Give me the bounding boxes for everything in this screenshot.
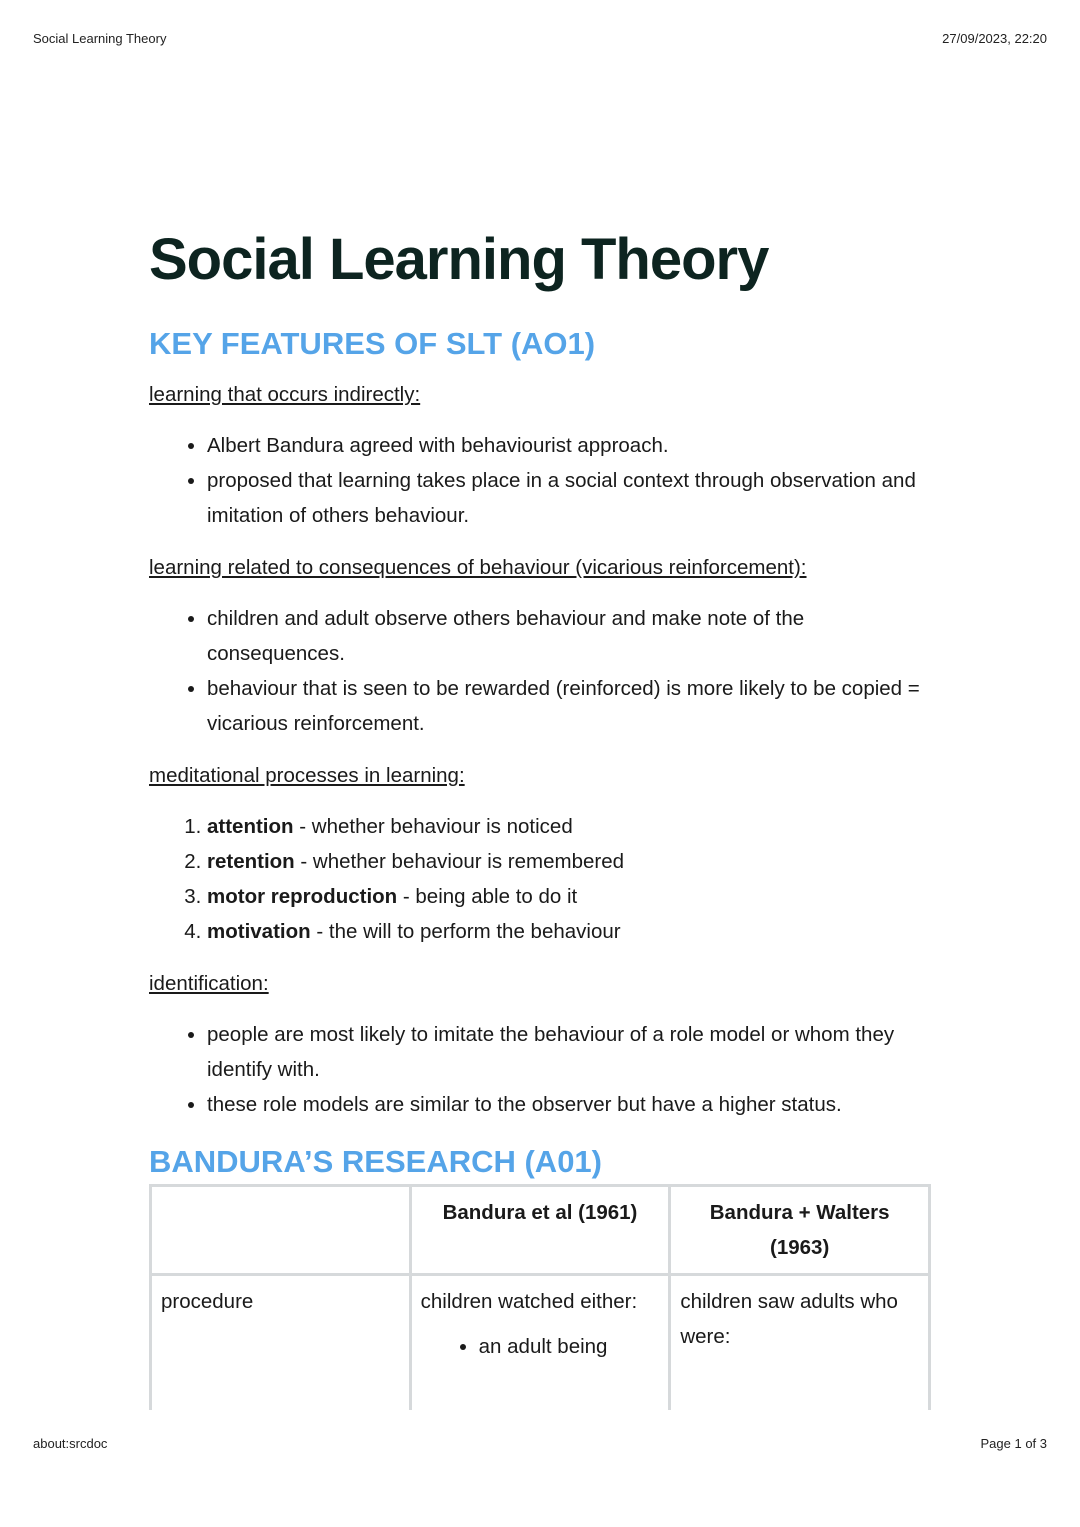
list-item: • proposed that learning takes place in a social context through observation and imitation of others behaviour. — [207, 463, 931, 533]
list-item: • behaviour that is seen to be rewarded (reinforced) is more likely to be copied = vicarious reinforcement. — [207, 671, 931, 741]
table-header-empty — [151, 1186, 411, 1275]
list-item — [207, 914, 931, 949]
list-item: • people are most likely to imitate the behaviour of a role model or whom they identify with. — [207, 1017, 931, 1087]
term: motor reproduction — [207, 885, 398, 908]
cell-text: children saw adults who were: — [680, 1290, 898, 1348]
subheading-indirect-learning: learning that occurs indirectly: — [149, 383, 421, 406]
research-table — [149, 1184, 931, 1410]
print-header-title: Social Learning Theory — [33, 31, 167, 46]
cell-bullet-list — [421, 1329, 660, 1364]
term-description: - the will to perform the behaviour — [310, 920, 621, 943]
term: attention — [207, 815, 294, 838]
print-footer-url: about:srcdoc — [33, 1436, 108, 1451]
print-header-datetime: 27/09/2023, 22:20 — [942, 31, 1047, 46]
subheading-meditational-processes: meditational processes in learning: — [149, 764, 465, 787]
subheading-vicarious-reinforcement: learning related to consequences of behaviour (vicarious reinforcement): — [149, 556, 807, 579]
term-description: - whether behaviour is noticed — [293, 815, 573, 838]
section-heading-banduras-research: BANDURA’S RESEARCH (A01) — [149, 1144, 602, 1179]
cell-text: children watched either: — [420, 1290, 638, 1313]
subheading-identification: identification: — [149, 972, 269, 995]
row-label: procedure — [151, 1275, 411, 1411]
list-item: • Albert Bandura agreed with behaviourist approach. — [207, 428, 931, 463]
term-description: - whether behaviour is remembered — [294, 850, 624, 873]
list-item: • children and adult observe others behaviour and make note of the consequences. — [207, 601, 931, 671]
table-row — [151, 1275, 930, 1411]
print-footer-page-number: Page 1 of 3 — [980, 1436, 1047, 1451]
term: motivation — [207, 920, 311, 943]
term-description: - being able to do it — [397, 885, 578, 908]
table-cell — [670, 1275, 930, 1411]
bullet-list — [149, 428, 931, 533]
list-item — [207, 844, 931, 879]
table-header-row — [151, 1186, 930, 1275]
list-item: • an adult being — [479, 1329, 660, 1364]
numbered-list — [149, 809, 931, 949]
table-cell — [410, 1275, 670, 1411]
list-item: • these role models are similar to the observer but have a higher status. — [207, 1087, 931, 1122]
bullet-list — [149, 601, 931, 741]
list-item — [207, 809, 931, 844]
bullet-list — [149, 1017, 931, 1122]
page-title: Social Learning Theory — [149, 227, 769, 292]
list-item — [207, 879, 931, 914]
table-header-bandura-1961: Bandura et al (1961) — [410, 1186, 670, 1275]
term: retention — [207, 850, 295, 873]
table-header-bandura-walters-1963: Bandura + Walters (1963) — [670, 1186, 930, 1275]
section-heading-key-features: KEY FEATURES OF SLT (AO1) — [149, 326, 596, 361]
print-footer — [33, 1436, 1047, 1451]
document-content — [149, 222, 931, 1410]
